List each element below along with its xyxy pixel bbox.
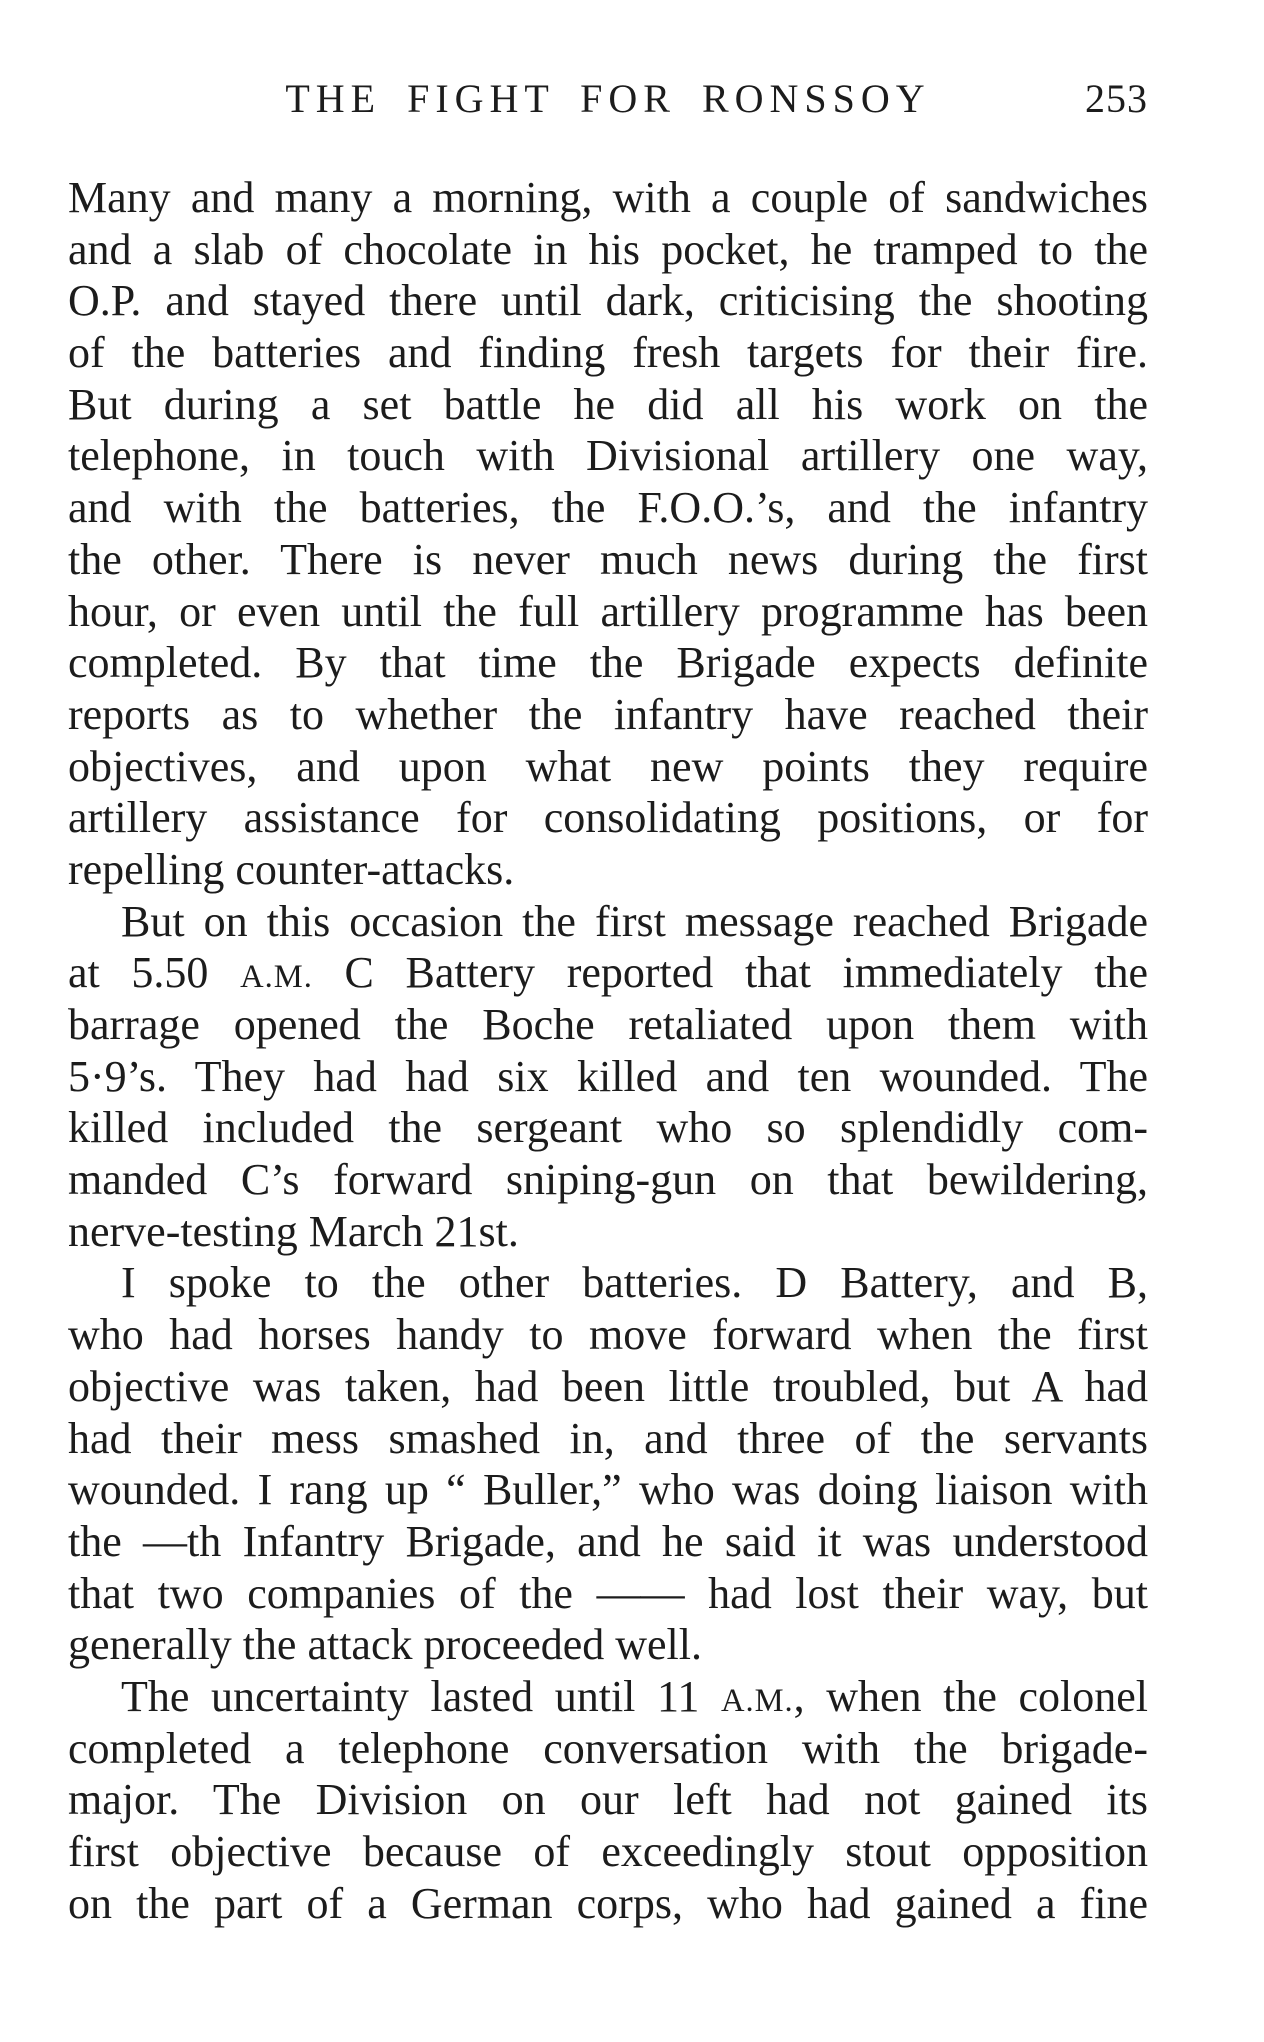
text-line — [68, 947, 1148, 999]
text-segment: at 5.50 — [68, 948, 241, 998]
text-line: repelling counter-attacks. — [68, 844, 515, 894]
text-line — [68, 1671, 1148, 1723]
text-segment: , when the colonel — [793, 1671, 1148, 1721]
text-line: objective was taken, had been little troubled, but A had — [68, 1361, 1148, 1411]
text-line: But on this occasion the first message reached Brigade — [121, 896, 1148, 946]
text-line: O.P. and stayed there until dark, criticising the shooting — [68, 276, 1148, 326]
text-line: artillery assistance for consolidating positions, or for — [68, 793, 1148, 843]
paragraph — [68, 172, 1148, 896]
text-line: 5·9’s. They had had six killed and ten wounded. The — [68, 1051, 1148, 1101]
text-segment: C Battery reported that immediately the — [312, 948, 1148, 998]
text-line: reports as to whether the infantry have reached their — [68, 689, 1148, 739]
paragraph — [68, 896, 1148, 1258]
text-line: who had horses handy to move forward when the first — [68, 1310, 1148, 1360]
text-line: of the batteries and finding fresh targets for their fire. — [68, 328, 1148, 378]
text-line: first objective because of exceedingly stout opposition — [68, 1827, 1148, 1876]
paragraph — [68, 1257, 1148, 1671]
text-line: major. The Division on our left had not gained its — [68, 1775, 1148, 1825]
text-line: generally the attack proceeded well. — [68, 1620, 703, 1670]
text-segment: The uncertainty lasted until 11 — [121, 1671, 721, 1721]
text-line: had their mess smashed in, and three of the servants — [68, 1413, 1148, 1463]
time-abbreviation: A.M. — [240, 959, 313, 996]
page-header — [68, 75, 1148, 123]
page-number: 253 — [1085, 76, 1148, 121]
text-line: completed. By that time the Brigade expects definite — [68, 638, 1148, 688]
text-line: Many and many a morning, with a couple of sandwiches — [68, 173, 1148, 222]
running-head: THE FIGHT FOR RONSSOY — [285, 76, 931, 121]
text-line: the other. There is never much news during the first — [68, 534, 1148, 584]
text-line: completed a telephone conversation with the brigade- — [68, 1723, 1148, 1773]
text-line: wounded. I rang up “ Buller,” who was doing liaison with — [68, 1465, 1148, 1515]
text-line: hour, or even until the full artillery programme has been — [68, 586, 1148, 636]
text-line: objectives, and upon what new points they require — [68, 741, 1148, 791]
text-line: nerve-testing March 21st. — [68, 1206, 519, 1256]
time-abbreviation: A.M. — [720, 1682, 794, 1719]
text-line: and a slab of chocolate in his pocket, he tramped to the — [68, 224, 1148, 274]
paragraph — [68, 1671, 1148, 1929]
text-line: that two companies of the —— had lost their way, but — [68, 1568, 1148, 1618]
text-line: manded C’s forward sniping-gun on that bewildering, — [68, 1155, 1148, 1205]
text-line: killed included the sergeant who so splendidly com- — [68, 1103, 1148, 1153]
text-line: barrage opened the Boche retaliated upon them with — [68, 1000, 1148, 1049]
text-line: the —th Infantry Brigade, and he said it was understood — [68, 1516, 1148, 1566]
text-line: telephone, in touch with Divisional artillery one way, — [68, 431, 1148, 481]
text-line: I spoke to the other batteries. D Battery, and B, — [121, 1258, 1148, 1308]
text-line: on the part of a German corps, who had gained a fine — [68, 1878, 1148, 1928]
text-body — [68, 172, 1148, 1929]
text-line: and with the batteries, the F.O.O.’s, and the infantry — [68, 483, 1148, 533]
text-line: But during a set battle he did all his work on the — [68, 379, 1148, 429]
